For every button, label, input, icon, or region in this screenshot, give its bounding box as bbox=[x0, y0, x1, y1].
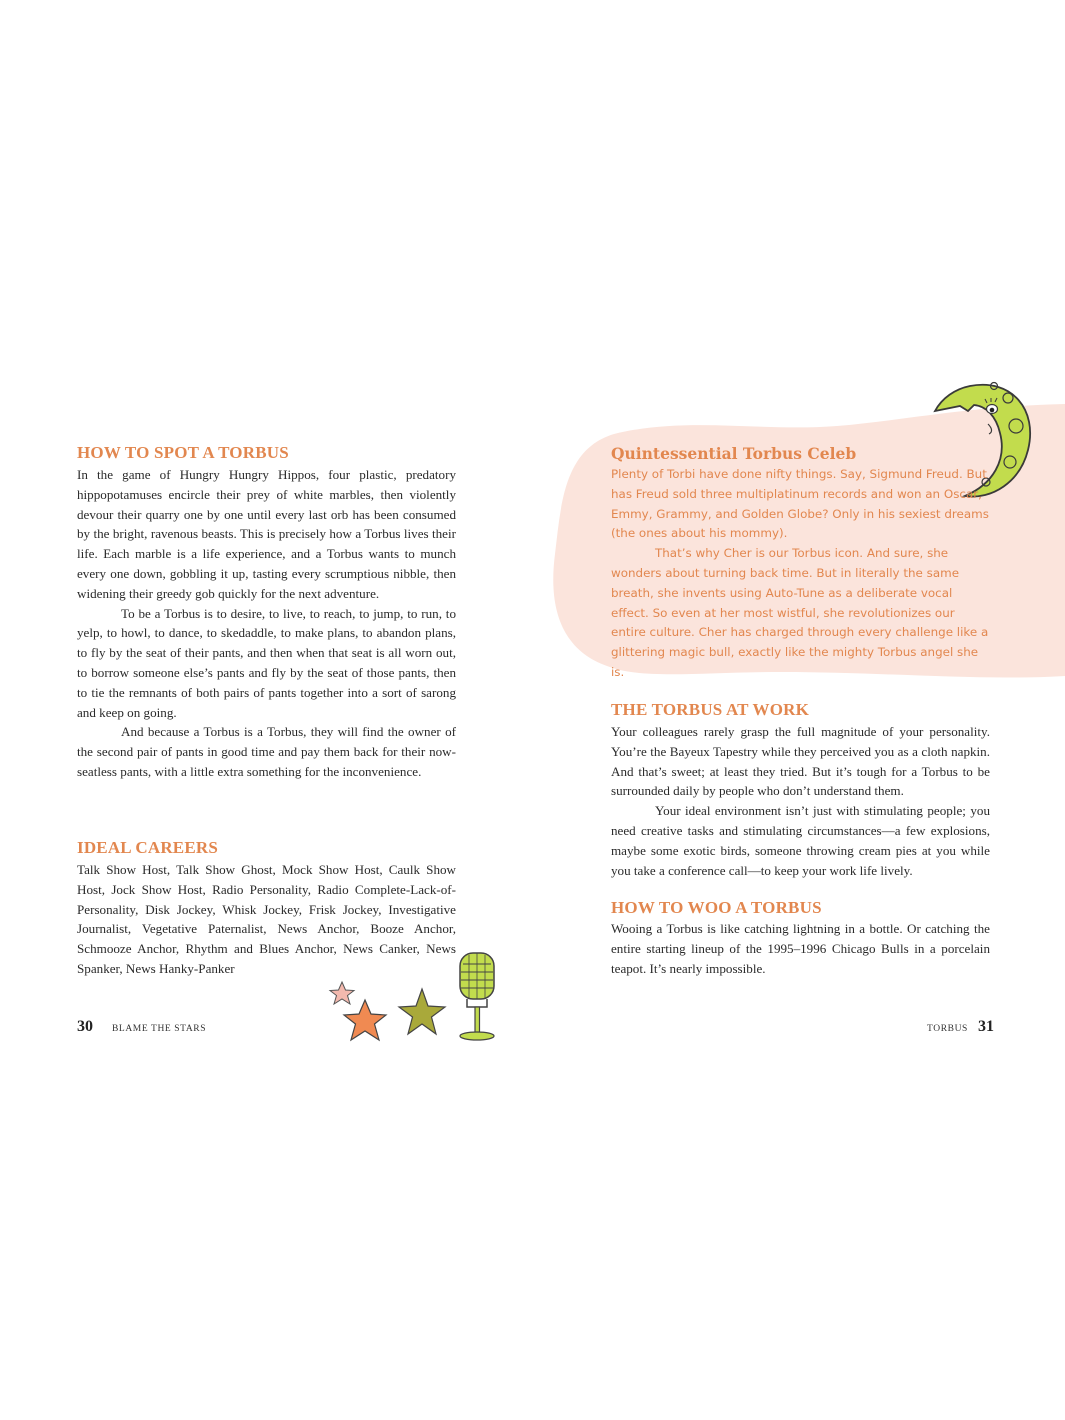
spot-body bbox=[77, 465, 456, 782]
running-head-left: BLAME THE STARS bbox=[112, 1024, 207, 1034]
doodle-stars-icon bbox=[325, 978, 450, 1053]
page-number-right: 31 bbox=[978, 1018, 994, 1035]
woo-body bbox=[611, 919, 990, 978]
careers-heading: IDEAL CAREERS bbox=[77, 838, 218, 857]
work-heading: THE TORBUS AT WORK bbox=[611, 700, 810, 719]
olive-star-icon bbox=[399, 989, 445, 1034]
spot-heading: HOW TO SPOT A TORBUS bbox=[77, 443, 289, 462]
careers-body bbox=[77, 860, 456, 979]
work-paragraph-1: Your colleagues rarely grasp the full magnitude of your personality. You’re the Bayeux Tapestry while they perceived you as a cloth napkin. And that’s sweet; at least they tried. But it’s tough for a Torbus to be surrounded daily by people who don’t understand them. bbox=[611, 724, 990, 799]
left-page bbox=[0, 0, 532, 1420]
careers-text: Talk Show Host, Talk Show Ghost, Mock Show Host, Caulk Show Host, Jock Show Host, Radio Personality, Radio Complete-Lack-of-Personality, Disk Jockey, Whisk Jockey, Frisk Jockey, Investigative Journalist, Vegetative Paternalist, News Anchor, Booze Anchor, Schmooze Anchor, Rhythm and Blues Anchor, News Canker, News Spanker, News Hanky-Panker bbox=[77, 862, 456, 976]
celeb-title: Quintessential Torbus Celeb bbox=[611, 444, 857, 463]
orange-star-icon bbox=[344, 1000, 386, 1040]
work-paragraph-2: Your ideal environment isn’t just with stimulating people; you need creative tasks and stimulating circumstances—a few explosions, maybe some exotic birds, someone throwing cream pies at you while you take a conference call—to keep your work life lively. bbox=[611, 803, 990, 878]
spot-paragraph-1: In the game of Hungry Hungry Hippos, four plastic, predatory hippopotamuses encircle their prey of white marbles, then violently devour their quarry one by one until every last orb has been consumed by the bright, ravenous beasts. This is precisely how a Torbus lives their life. Each marble is a life experience, and a Torbus wants to munch every one down, gobbling it up, tasting every scrumptious nibble, then widening their greedy gob quickly for the next adventure. bbox=[77, 467, 456, 601]
page-number-left: 30 bbox=[77, 1018, 93, 1035]
celeb-paragraph-1: Plenty of Torbi have done nifty things. Say, Sigmund Freud. But has Freud sold three multiplatinum records and won an Oscar, Emmy, Grammy, and Golden Globe? Only in his sexiest dreams (the ones about his mommy). bbox=[611, 467, 989, 541]
spot-paragraph-2: To be a Torbus is to desire, to live, to reach, to jump, to run, to yelp, to howl, to dance, to skedaddle, to make plans, to abandon plans, to fly by the seat of their pants, and then when that seat is all worn out, to borrow someone else’s pants and fly by the seat of those pants, then to tie the remnants of both pairs of pants together into a sort of sarong and keep on going. bbox=[77, 605, 456, 720]
work-body bbox=[611, 722, 990, 880]
celeb-body bbox=[611, 465, 993, 683]
vintage-microphone-icon bbox=[455, 950, 500, 1042]
spot-paragraph-3: And because a Torbus is a Torbus, they will find the owner of the second pair of pants in good time and pay them back for their now-seatless pants, with a little extra something for the inconvenience. bbox=[77, 724, 456, 779]
running-head-right: TORBUS bbox=[927, 1024, 968, 1034]
woo-text: Wooing a Torbus is like catching lightning in a bottle. Or catching the entire starting lineup of the 1995–1996 Chicago Bulls in a porcelain teapot. It’s nearly impossible. bbox=[611, 921, 990, 976]
right-page bbox=[532, 0, 1065, 1420]
woo-heading: HOW TO WOO A TORBUS bbox=[611, 898, 822, 917]
pink-star-icon bbox=[330, 982, 354, 1004]
celeb-paragraph-2: That’s why Cher is our Torbus icon. And sure, she wonders about turning back time. But in literally the same breath, she invents using Auto-Tune as a deliberate vocal effect. So even at her most wistful, she revolutionizes our entire culture. Cher has charged through every challenge like a glittering magic bull, exactly like the mighty Torbus angel she is. bbox=[611, 546, 989, 679]
